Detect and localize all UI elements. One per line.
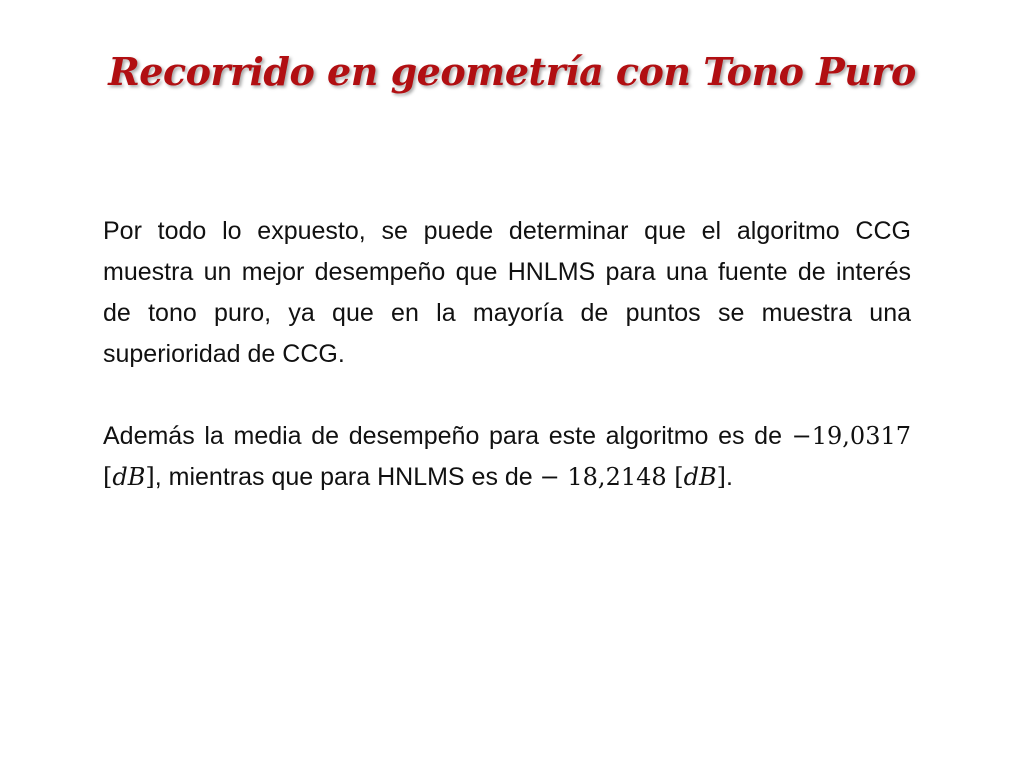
slide-body bbox=[103, 211, 911, 498]
unit-db: dB bbox=[112, 463, 146, 491]
mean-text-lead: Además la media de desempeño para este algoritmo es de bbox=[103, 422, 792, 450]
mean-text-middle: , mientras que para HNLMS es de bbox=[154, 463, 540, 491]
paragraph-conclusion: Por todo lo expuesto, se puede determinar que el algoritmo CCG muestra un mejor desempeño que HNLMS para una fuente de interés de tono puro, ya que en la mayoría de puntos se muestra una superioridad de CCG. bbox=[103, 217, 911, 368]
unit-db: dB bbox=[683, 463, 717, 491]
slide-title: Recorrido en geometría con Tono Puro bbox=[108, 49, 916, 94]
mean-text-end: . bbox=[726, 463, 733, 491]
unit-bracket-open: [ bbox=[666, 463, 684, 491]
unit-bracket-close: ] bbox=[716, 463, 727, 491]
hnlms-mean-value: − 18,2148 bbox=[539, 463, 667, 491]
unit-bracket-open: [ bbox=[103, 463, 113, 491]
unit-bracket-close: ] bbox=[145, 463, 155, 491]
paragraph-mean-performance bbox=[103, 416, 911, 498]
ccg-mean-value: −19,0317 bbox=[791, 422, 911, 450]
